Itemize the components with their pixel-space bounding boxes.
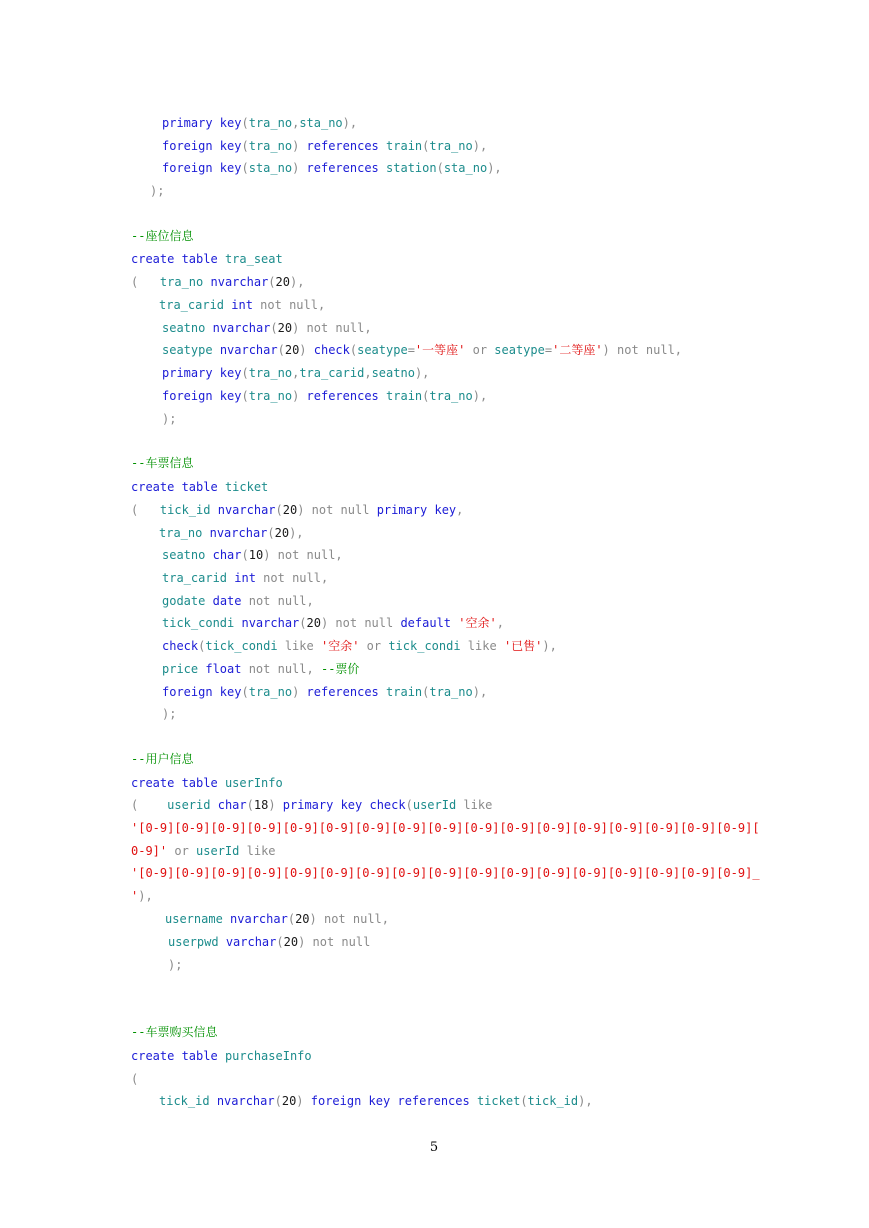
code-line (131, 252, 283, 267)
identifier: sta_no (443, 161, 488, 175)
identifier: tra_no (159, 275, 204, 289)
identifier: train (386, 685, 423, 699)
punctuation (218, 776, 225, 790)
punctuation: , (496, 616, 504, 630)
identifier: godate (162, 594, 206, 608)
keyword: create table (131, 252, 218, 266)
punctuation (218, 252, 225, 266)
comment: --座位信息 (131, 229, 194, 243)
punctuation: ), (414, 366, 430, 380)
punctuation: ( (241, 548, 249, 562)
punctuation: not null, (255, 571, 329, 585)
punctuation: or (167, 844, 197, 858)
identifier: tick_id (159, 1094, 210, 1108)
identifier: tick_condi (205, 639, 278, 653)
punctuation (205, 548, 212, 562)
keyword: foreign key (162, 389, 242, 403)
keyword: nvarchar (217, 503, 276, 517)
keyword: foreign key (310, 1094, 391, 1108)
punctuation: ( (274, 1094, 282, 1108)
punctuation: ) not null (320, 616, 401, 630)
number: 20 (284, 343, 300, 357)
code-line (131, 798, 492, 813)
identifier: seatype (357, 343, 408, 357)
punctuation: or (465, 343, 495, 357)
code-line (162, 412, 176, 427)
keyword: create table (131, 480, 218, 494)
string-literal: '空余' (320, 639, 360, 653)
identifier: userInfo (224, 776, 283, 790)
code-line (162, 685, 487, 700)
keyword: nvarchar (210, 275, 269, 289)
keyword: nvarchar (219, 343, 278, 357)
punctuation: ) (292, 161, 307, 175)
code-line (162, 389, 487, 404)
identifier: purchaseInfo (224, 1049, 312, 1063)
identifier: tra_carid (162, 571, 228, 585)
punctuation: ), (289, 275, 305, 289)
number: 10 (248, 548, 264, 562)
keyword: date (212, 594, 242, 608)
keyword: create table (131, 776, 218, 790)
identifier: username (165, 912, 223, 926)
comment: --车票信息 (131, 456, 194, 470)
punctuation: ( (520, 1094, 528, 1108)
punctuation: ( (241, 685, 249, 699)
code-line (162, 139, 487, 154)
punctuation: not null, (252, 298, 326, 312)
keyword: check (313, 343, 350, 357)
code-line (162, 116, 357, 131)
string-literal: '已售' (503, 639, 543, 653)
identifier: train (386, 139, 423, 153)
code-line (162, 639, 557, 654)
keyword: nvarchar (209, 526, 268, 540)
keyword: references (306, 685, 379, 699)
punctuation: ( (131, 275, 160, 289)
punctuation (379, 161, 386, 175)
identifier: userId (412, 798, 457, 812)
keyword: char (212, 548, 242, 562)
identifier: userId (196, 844, 240, 858)
comment: --车票购买信息 (131, 1025, 218, 1039)
code-line (131, 1025, 217, 1040)
punctuation: ) not null, (602, 343, 683, 357)
page-number: 5 (429, 1140, 439, 1155)
punctuation: ) (296, 1094, 311, 1108)
identifier: tra_seat (224, 252, 283, 266)
punctuation: ( (270, 321, 278, 335)
code-line (162, 662, 359, 677)
keyword: int (234, 571, 256, 585)
punctuation: ), (138, 889, 153, 903)
punctuation: ( (276, 935, 284, 949)
punctuation: like (239, 844, 276, 858)
identifier: price (162, 662, 199, 676)
code-line (131, 1049, 312, 1064)
code-line (162, 707, 176, 722)
code-line (162, 616, 504, 631)
identifier: userid (167, 798, 211, 812)
punctuation: ), (487, 161, 502, 175)
punctuation: ( (277, 343, 285, 357)
code-line (162, 161, 502, 176)
keyword: references (306, 139, 379, 153)
punctuation: ( (422, 139, 430, 153)
code-line (150, 184, 164, 199)
identifier: tra_no (429, 139, 473, 153)
code-line (131, 456, 193, 471)
punctuation: ( (422, 685, 430, 699)
code-line (168, 958, 182, 973)
punctuation: ( (275, 503, 283, 517)
identifier: tra_no (248, 366, 293, 380)
keyword: create table (131, 1049, 218, 1063)
number: 20 (283, 935, 299, 949)
comment: --用户信息 (131, 752, 194, 766)
number: 20 (282, 503, 298, 517)
punctuation: = (544, 343, 553, 357)
punctuation (223, 912, 230, 926)
code-line (159, 526, 304, 541)
punctuation: ); (162, 412, 177, 426)
punctuation: ( (246, 798, 254, 812)
number: 18 (253, 798, 269, 812)
punctuation: ) not null, (309, 912, 389, 926)
code-line (131, 844, 276, 859)
identifier: seatno (162, 321, 206, 335)
punctuation: ), (289, 526, 304, 540)
punctuation: ), (472, 389, 488, 403)
code-line (165, 912, 389, 927)
punctuation: ) (292, 685, 307, 699)
punctuation: ( (268, 275, 276, 289)
identifier: tick_condi (162, 616, 235, 630)
code-line (162, 343, 682, 358)
punctuation: ( (241, 139, 249, 153)
punctuation: ( (131, 798, 168, 812)
identifier: tra_no (248, 139, 293, 153)
punctuation (379, 139, 386, 153)
keyword: primary key (162, 366, 242, 380)
code-line (159, 298, 325, 313)
code-line (131, 503, 463, 518)
string-literal: '[0-9][0-9][0-9][0-9][0-9][0-9][0-9][0-9][0-9][0-9][0-9][0-9][0-9][0-9][0-9][0-9][0-9]_ (131, 866, 760, 880)
number: 20 (281, 1094, 297, 1108)
punctuation: ( (436, 161, 444, 175)
code-line (162, 548, 343, 563)
punctuation: ), (542, 639, 557, 653)
identifier: seatype (162, 343, 213, 357)
code-line (131, 866, 760, 881)
punctuation: ( (267, 526, 275, 540)
keyword: nvarchar (241, 616, 300, 630)
number: 20 (274, 526, 290, 540)
punctuation: ( (241, 116, 249, 130)
punctuation: , (364, 366, 372, 380)
code-line (131, 1072, 138, 1087)
punctuation: ); (162, 707, 177, 721)
string-literal: '一等座' (414, 343, 466, 357)
identifier: tra_carid (159, 298, 225, 312)
punctuation: ); (150, 184, 165, 198)
keyword: check (369, 798, 406, 812)
punctuation (470, 1094, 477, 1108)
punctuation (202, 526, 209, 540)
comment: --票价 (320, 662, 360, 676)
keyword: default (400, 616, 452, 630)
punctuation: ), (472, 685, 488, 699)
punctuation: ( (131, 503, 160, 517)
punctuation: ) (268, 798, 283, 812)
keyword: primary key (376, 503, 457, 517)
punctuation (210, 503, 217, 517)
keyword: foreign key (162, 685, 242, 699)
keyword: primary key (282, 798, 363, 812)
punctuation: ( (422, 389, 430, 403)
punctuation: ) not null (297, 503, 377, 517)
punctuation: ) not null, (292, 321, 372, 335)
punctuation: ), (578, 1094, 593, 1108)
punctuation (218, 480, 225, 494)
keyword: nvarchar (230, 912, 288, 926)
punctuation (379, 685, 386, 699)
identifier: ticket (224, 480, 269, 494)
keyword: char (217, 798, 247, 812)
identifier: tra_no (248, 116, 293, 130)
code-line (131, 776, 283, 791)
string-literal: '二等座' (552, 343, 603, 357)
identifier: tra_no (248, 685, 293, 699)
punctuation (213, 343, 220, 357)
punctuation: like (460, 639, 504, 653)
number: 20 (275, 275, 290, 289)
punctuation: like (277, 639, 321, 653)
code-line (131, 480, 268, 495)
code-line (131, 752, 193, 767)
punctuation: = (407, 343, 415, 357)
keyword: nvarchar (212, 321, 271, 335)
identifier: tra_no (429, 685, 473, 699)
punctuation: ) not null (298, 935, 371, 949)
punctuation: ( (405, 798, 413, 812)
identifier: sta_no (299, 116, 343, 130)
punctuation: ( (198, 639, 206, 653)
identifier: seatno (162, 548, 206, 562)
keyword: check (162, 639, 199, 653)
code-line (162, 321, 372, 336)
punctuation: not null, (241, 594, 314, 608)
code-line (159, 1094, 593, 1109)
punctuation: ( (287, 912, 296, 926)
string-literal: '[0-9][0-9][0-9][0-9][0-9][0-9][0-9][0-9][0-9][0-9][0-9][0-9][0-9][0-9][0-9][0-9][0-9][ (131, 821, 760, 835)
keyword: nvarchar (216, 1094, 275, 1108)
keyword: primary key (162, 116, 242, 130)
punctuation: ( (349, 343, 358, 357)
code-line (131, 275, 304, 290)
code-line (162, 366, 429, 381)
string-literal: '空余' (458, 616, 497, 630)
identifier: tra_no (429, 389, 473, 403)
punctuation: ( (299, 616, 307, 630)
punctuation (210, 1094, 217, 1108)
punctuation: ), (472, 139, 488, 153)
punctuation: like (456, 798, 493, 812)
punctuation: ) (299, 343, 314, 357)
keyword: foreign key (162, 139, 242, 153)
punctuation: , (456, 503, 464, 517)
keyword: varchar (225, 935, 277, 949)
identifier: tra_no (248, 389, 293, 403)
keyword: float (205, 662, 242, 676)
punctuation: not null, (241, 662, 321, 676)
keyword: int (231, 298, 253, 312)
punctuation (205, 321, 212, 335)
punctuation: , (292, 366, 300, 380)
punctuation: ( (241, 161, 249, 175)
code-line (162, 594, 314, 609)
punctuation (379, 389, 386, 403)
code-line (131, 821, 760, 836)
punctuation: or (359, 639, 389, 653)
code-line (131, 229, 193, 244)
identifier: tick_id (527, 1094, 579, 1108)
punctuation: ); (168, 958, 183, 972)
string-literal: ' (131, 889, 139, 903)
number: 20 (306, 616, 321, 630)
keyword: references (306, 389, 379, 403)
identifier: tra_carid (299, 366, 365, 380)
punctuation (203, 275, 210, 289)
punctuation: ( (241, 389, 249, 403)
number: 20 (277, 321, 293, 335)
punctuation (210, 798, 217, 812)
code-line (162, 571, 328, 586)
punctuation (205, 594, 212, 608)
identifier: sta_no (248, 161, 293, 175)
keyword: foreign key (162, 161, 242, 175)
identifier: userpwd (168, 935, 219, 949)
identifier: seatype (494, 343, 545, 357)
punctuation: , (292, 116, 300, 130)
identifier: tick_id (159, 503, 211, 517)
punctuation (219, 935, 226, 949)
code-line (168, 935, 370, 950)
punctuation: ( (131, 1072, 139, 1086)
punctuation: ) not null, (263, 548, 343, 562)
identifier: seatno (371, 366, 415, 380)
identifier: ticket (476, 1094, 521, 1108)
keyword: references (397, 1094, 470, 1108)
identifier: train (386, 389, 423, 403)
identifier: tick_condi (388, 639, 461, 653)
identifier: tra_no (159, 526, 203, 540)
punctuation: ) (292, 389, 307, 403)
punctuation: ( (241, 366, 249, 380)
punctuation: ), (342, 116, 358, 130)
number: 20 (295, 912, 310, 926)
string-literal: 0-9]' (131, 844, 168, 858)
keyword: references (306, 161, 379, 175)
identifier: station (386, 161, 437, 175)
code-line (131, 889, 153, 904)
punctuation: ) (292, 139, 307, 153)
punctuation (218, 1049, 225, 1063)
